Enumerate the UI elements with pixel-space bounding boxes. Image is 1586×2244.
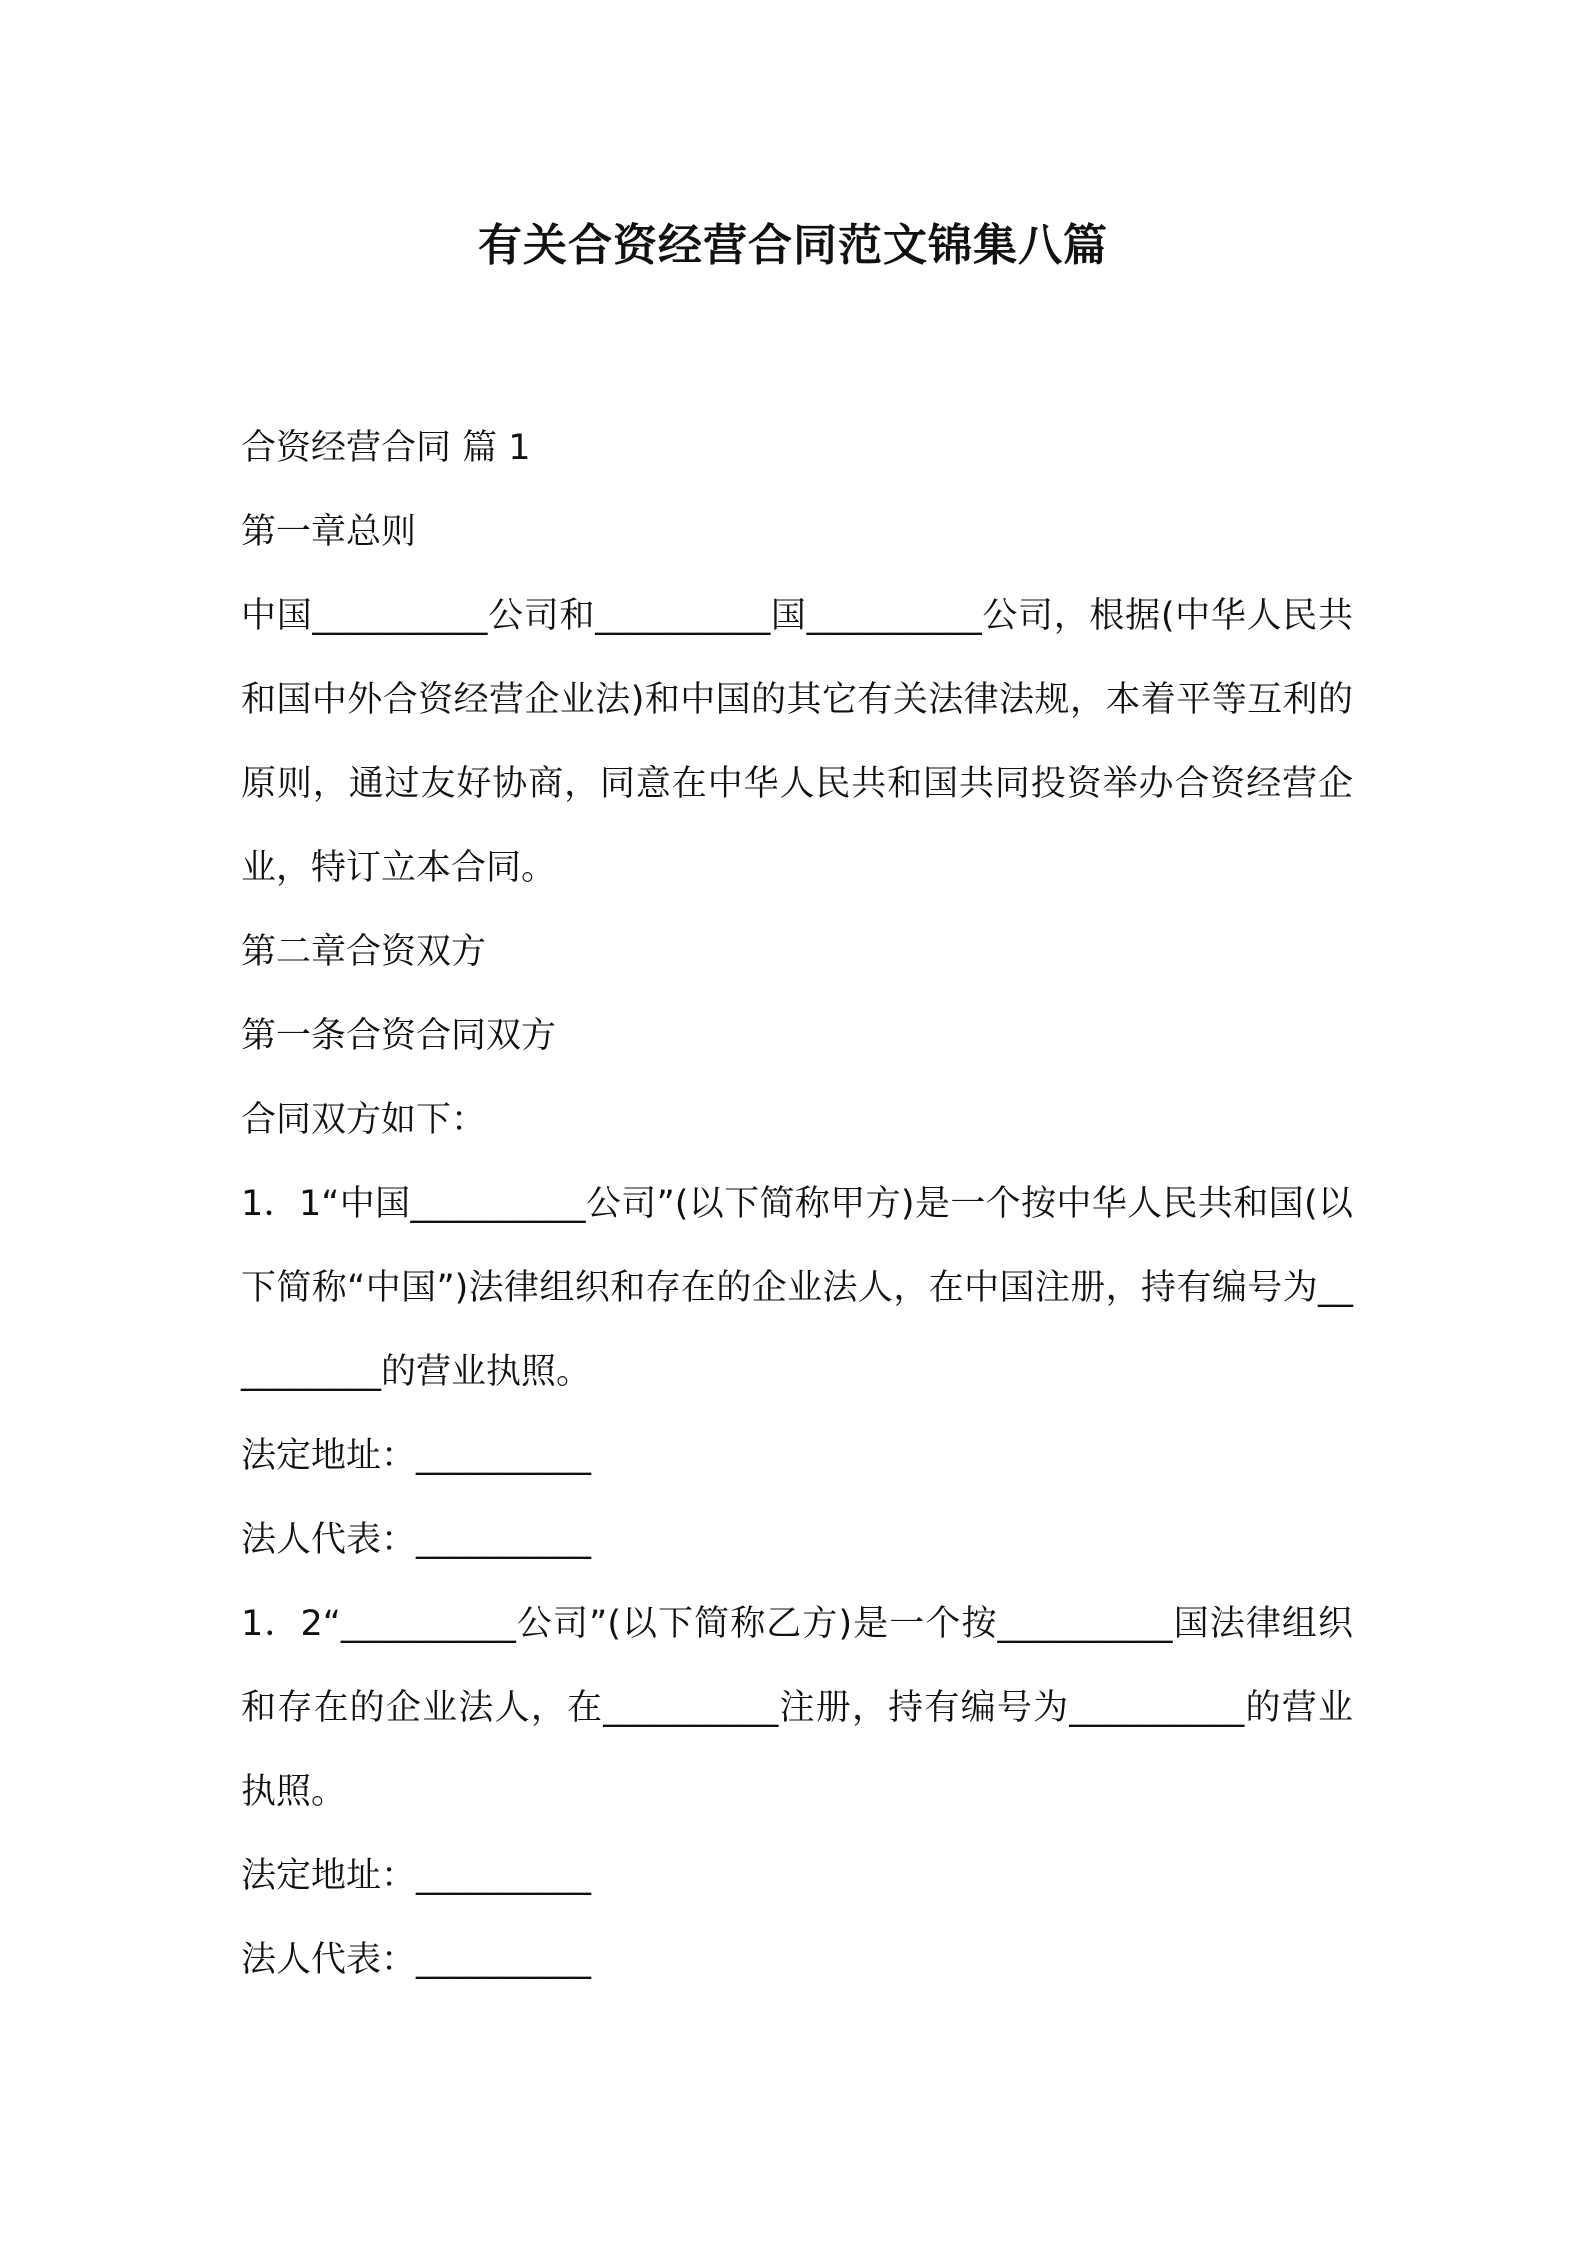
document-title: 有关合资经营合同范文锦集八篇 [478, 220, 1108, 271]
paragraph-preamble: 中国__________公司和__________国__________公司，根据(中华人民共和国中外合资经营企业法)和中国的其它有关法律法规，本着平等互利的原则，通过友好协商，同意在中华人民共和国共同投资举办合资经营企业，特订立本合同。 [241, 596, 1353, 888]
legal-address-line: 法定地址：__________ [241, 1436, 592, 1476]
legal-representative-line: 法人代表：__________ [241, 1940, 592, 1980]
document-body [241, 406, 1353, 2002]
chapter-heading: 第一章总则 [241, 512, 417, 552]
clause-1-1: 1．1“中国__________公司”(以下简称甲方)是一个按中华人民共和国(以下简称“中国”)法律组织和存在的企业法人，在中国注册，持有编号为__________的营业执照。 [241, 1184, 1353, 1392]
paragraph-intro: 合同双方如下： [241, 1100, 487, 1140]
clause-1-2: 1．2“__________公司”(以下简称乙方)是一个按__________国法律组织和存在的企业法人，在__________注册，持有编号为__________的营业执照。 [241, 1604, 1353, 1812]
chapter-heading: 第二章合资双方 [241, 932, 487, 972]
section-heading: 合资经营合同 篇 1 [241, 428, 531, 468]
legal-address-line: 法定地址：__________ [241, 1856, 592, 1896]
legal-representative-line: 法人代表：__________ [241, 1520, 592, 1560]
article-heading: 第一条合资合同双方 [241, 1016, 557, 1056]
